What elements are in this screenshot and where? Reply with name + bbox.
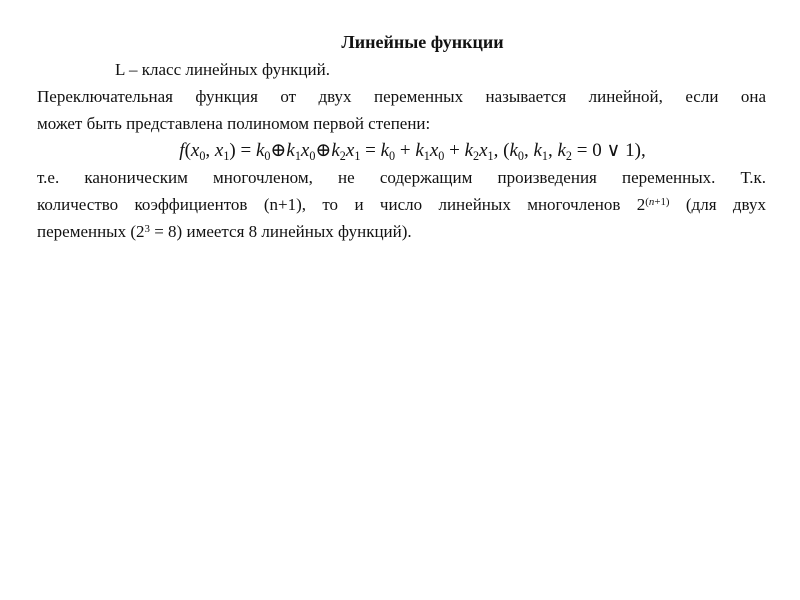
text-token: k [255,140,265,161]
text-token: k [464,140,474,161]
formula-line [37,137,766,164]
definition-line: L – класс линейных функций. [115,60,330,79]
text-token: + [395,140,416,161]
text-token: k [557,140,566,161]
formula-subscript: 0 [264,148,271,163]
text-token: , [547,140,558,161]
slide-title: Линейные функции [341,32,504,52]
text-token: количество коэффициентов (n+1), то и число линейных многочленов 2 [37,195,646,214]
text-token: k [380,140,390,161]
superscript: n [648,195,655,208]
paragraph1-line2: может быть представлена полиномом первой степени: [37,114,431,133]
formula-subscript: 1 [354,148,361,163]
text-token: k [415,140,424,161]
text-token: k [533,140,542,161]
superscript: +1) [654,195,670,208]
text-token: , [523,140,534,161]
formula-subscript: 1 [423,148,430,163]
text-token: x [429,140,439,161]
text-token: = 0 ∨ 1), [572,140,646,161]
text-token: , [205,140,215,161]
formula-subscript: 1 [294,148,301,163]
superscript: ( [645,195,649,208]
text-token: переменных (2 [37,222,145,241]
formula-subscript: 0 [389,148,396,163]
paragraph2-line2 [37,191,766,218]
formula-subscript: 1 [487,148,494,163]
text-token: ( [184,140,191,161]
text-token: ⊕ [270,140,287,161]
paragraph1-line1: Переключательная функция от двух переменных называется линейной, если она [37,87,766,106]
text-token: x [345,140,355,161]
text-token: = 8) имеется 8 линейных функций). [149,222,412,241]
text-token: = [360,140,381,161]
formula-subscript: 2 [565,148,572,163]
text-token: k [286,140,295,161]
text-token: (для двух [669,195,766,214]
paragraph2-line1: т.е. каноническим многочленом, не содержащим произведения переменных. Т.к. [37,168,766,187]
paragraph2-line3 [37,218,766,245]
formula-subscript: 0 [309,148,316,163]
formula-subscript: 2 [473,148,480,163]
text-token: , ( [493,140,510,161]
formula-subscript: 0 [199,148,206,163]
formula-subscript: 0 [438,148,445,163]
text-token: k [331,140,340,161]
text-token: x [190,140,200,161]
superscript: 3 [144,222,150,235]
text-token: x [300,140,310,161]
text-token: ) = [229,140,256,161]
formula-subscript: 1 [541,148,548,163]
text-token: ⊕ [315,140,332,161]
text-token: f [179,140,185,161]
text-token: k [509,140,518,161]
text-token: + [444,140,465,161]
text-token: x [479,140,488,161]
formula-subscript: 0 [517,148,524,163]
text-token: x [214,140,224,161]
formula-subscript: 1 [223,148,230,163]
formula-subscript: 2 [339,148,346,163]
